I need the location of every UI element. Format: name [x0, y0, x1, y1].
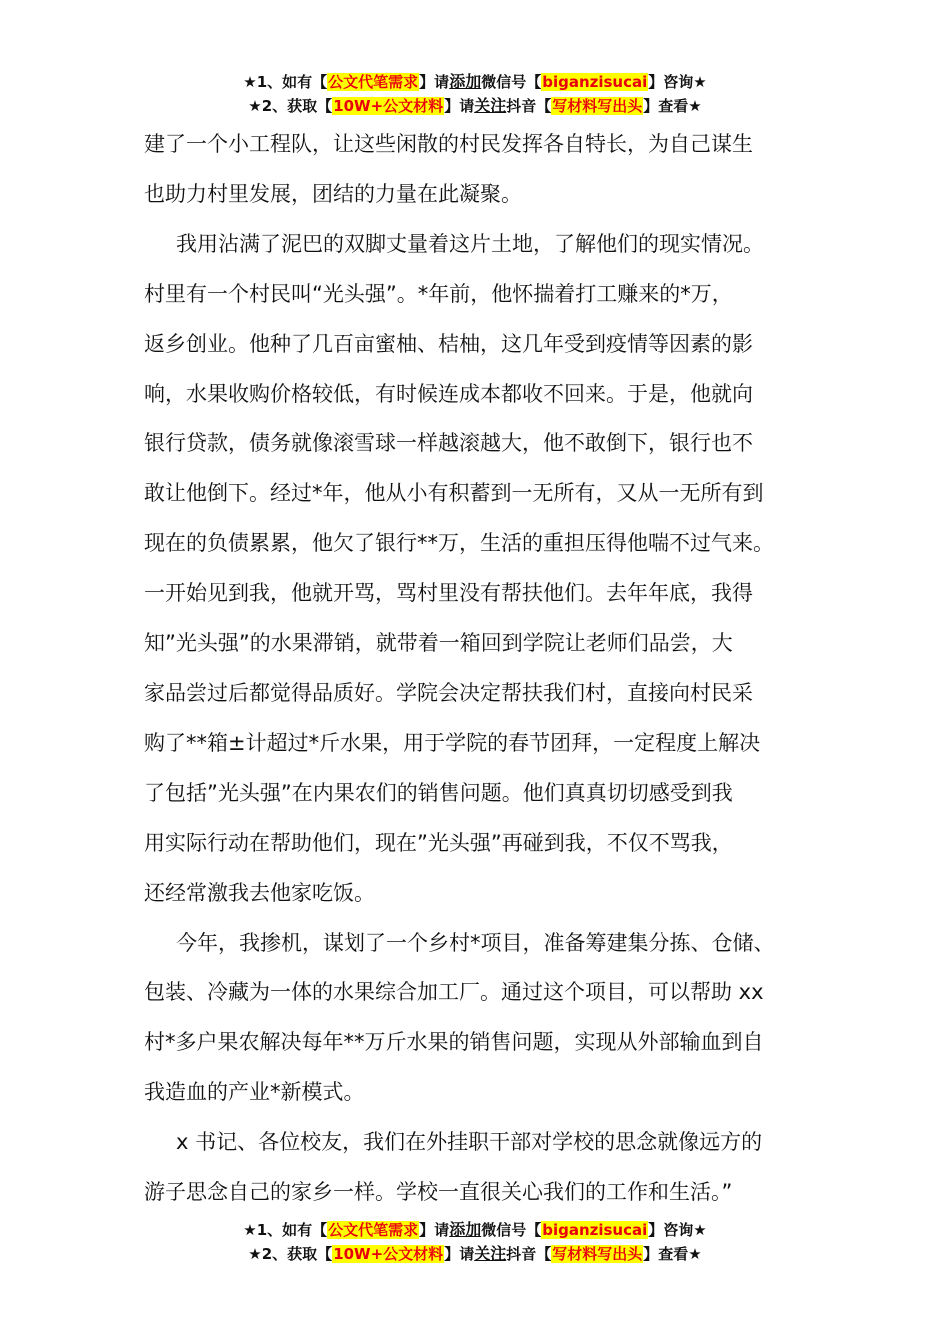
- text-line: 用实际行动在帮助他们，现在”光头强”再碰到我，不仅不骂我，: [144, 830, 733, 855]
- document-body: [144, 120, 806, 1218]
- banner-line-2: ★2、获取【10W+公文材料】请关注抖音【写材料写出头】查看★: [248, 1244, 702, 1263]
- text-line: 响，水果收购价格较低，有时候连成本都收不回来。于是，他就向: [144, 381, 753, 406]
- banner-line-1: ★1、如有【公文代笔需求】请添加微信号【biganzisucai】咨询★: [243, 1220, 707, 1239]
- banner-line-1: ★1、如有【公文代笔需求】请添加微信号【biganzisucai】咨询★: [243, 72, 707, 91]
- text-line: 村*多户果农解决每年**万斤水果的销售问题，实现从外部输血到自: [144, 1030, 764, 1055]
- banner-line-2: ★2、获取【10W+公文材料】请关注抖音【写材料写出头】查看★: [248, 96, 702, 115]
- text-line: 现在的负债累累，他欠了银行**万，生活的重担压得他喘不过气来。: [144, 531, 774, 556]
- highlight-tag: 公文代笔需求: [328, 1221, 419, 1239]
- text-line: 一开始见到我，他就开骂，骂村里没有帮扶他们。去年年底，我得: [144, 581, 753, 606]
- douyin-account: 写材料写出头: [552, 1245, 643, 1263]
- text-line: 还经常激我去他家吃饭。: [144, 880, 375, 905]
- footer-banner: [0, 1218, 950, 1266]
- text-line: 返乡创业。他种了几百亩蜜柚、桔柚，这几年受到疫情等因素的影: [144, 331, 753, 356]
- text-line: 知”光头强”的水果滞销，就带着一箱回到学院让老师们品尝，大: [144, 631, 733, 656]
- douyin-account: 写材料写出头: [552, 97, 643, 115]
- paragraph-3: [144, 919, 806, 1119]
- highlight-tag: 公文代笔需求: [328, 73, 419, 91]
- text-line: 包装、冷藏为一体的水果综合加工厂。通过这个项目，可以帮助 xx: [144, 980, 764, 1005]
- text-line: x 书记、各位校友，我们在外挂职干部对学校的思念就像远方的: [176, 1130, 763, 1155]
- text-line: 家品尝过后都觉得品质好。学院会决定帮扶我们村，直接向村民采: [144, 680, 753, 705]
- paragraph-1: [144, 120, 806, 220]
- wechat-id: biganzisucai: [542, 1221, 648, 1239]
- text-line: 今年，我掺机，谋划了一个乡村*项目，准备筹建集分拣、仓储、: [176, 930, 775, 955]
- text-line: 了包括”光头强”在内果农们的销售问题。他们真真切切感受到我: [144, 780, 733, 805]
- highlight-tag: 10W+公文材料: [333, 1245, 444, 1263]
- text-line: 建了一个小工程队，让这些闲散的村民发挥各自特长，为自己谋生: [144, 132, 753, 156]
- paragraph-4: [144, 1118, 806, 1218]
- text-line: 购了**箱±计超过*斤水果，用于学院的春节团拜，一定程度上解决: [144, 730, 761, 755]
- highlight-tag: 10W+公文材料: [333, 97, 444, 115]
- paragraph-2: [144, 220, 806, 919]
- text-line: 游子思念自己的家乡一样。学校一直很关心我们的工作和生活。”: [144, 1180, 733, 1205]
- header-banner: [0, 70, 950, 118]
- text-line: 也助力村里发展，团结的力量在此凝聚。: [144, 181, 522, 206]
- text-line: 银行贷款，债务就像滚雪球一样越滚越大，他不敢倒下，银行也不: [144, 431, 753, 456]
- text-line: 我造血的产业*新模式。: [144, 1080, 365, 1105]
- text-line: 我用沾满了泥巴的双脚丈量着这片土地，了解他们的现实情况。: [176, 231, 764, 256]
- wechat-id: biganzisucai: [542, 73, 648, 91]
- text-line: 村里有一个村民叫“光头强”。*年前，他怀揣着打工赚来的*万，: [144, 281, 733, 306]
- text-line: 敢让他倒下。经过*年，他从小有积蓄到一无所有，又从一无所有到: [144, 481, 764, 506]
